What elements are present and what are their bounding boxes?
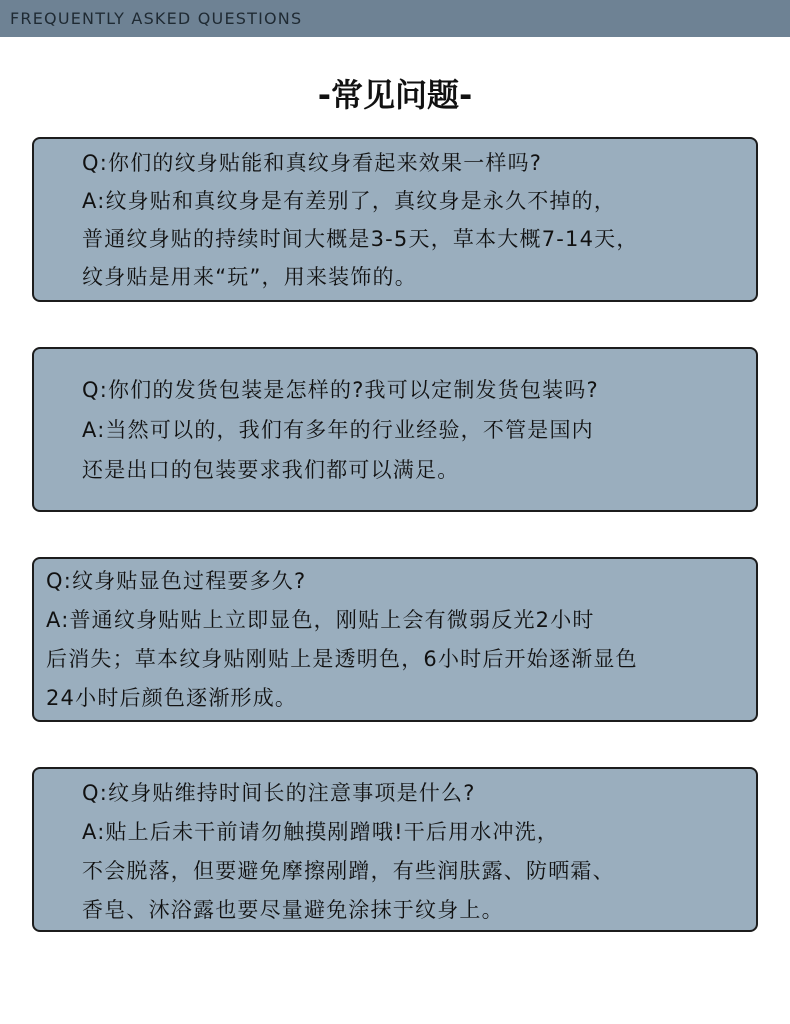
header-bar (0, 0, 790, 37)
faq-question: Q:你们的发货包装是怎样的?我可以定制发货包装吗? (82, 378, 599, 402)
faq-card-3 (32, 557, 758, 722)
faq-card-1 (32, 137, 758, 302)
faq-question: Q:你们的纹身贴能和真纹身看起来效果一样吗? (82, 151, 543, 175)
faq-card-4 (32, 767, 758, 932)
header-label: FREQUENTLY ASKED QUESTIONS (10, 9, 303, 28)
faq-answer-line: A:普通纹身贴贴上立即显色，刚贴上会有微弱反光2小时 (46, 608, 595, 632)
faq-question: Q:纹身贴维持时间长的注意事项是什么? (82, 781, 476, 805)
faq-answer-line: 还是出口的包装要求我们都可以满足。 (82, 458, 460, 482)
page-title: -常见问题- (317, 76, 473, 114)
faq-question: Q:纹身贴显色过程要多久? (46, 569, 307, 593)
faq-answer-line: A:贴上后未干前请勿触摸剐蹭哦!干后用水冲洗， (82, 820, 560, 844)
faq-answer-line: A:当然可以的，我们有多年的行业经验，不管是国内 (82, 418, 594, 442)
faq-answer-line: 纹身贴是用来“玩”，用来装饰的。 (82, 265, 417, 289)
faq-answer-line: 不会脱落，但要避免摩擦剐蹭，有些润肤露、防晒霜、 (82, 859, 615, 883)
faq-answer-line: 后消失；草本纹身贴刚贴上是透明色，6小时后开始逐渐显色 (46, 647, 638, 671)
faq-answer-line: A:纹身贴和真纹身是有差别了，真纹身是永久不掉的， (82, 189, 617, 213)
faq-card-2 (32, 347, 758, 512)
faq-answer-line: 24小时后颜色逐渐形成。 (46, 686, 298, 710)
faq-answer-line: 香皂、沐浴露也要尽量避免涂抹于纹身上。 (82, 898, 504, 922)
faq-answer-line: 普通纹身贴的持续时间大概是3-5天，草本大概7-14天， (82, 227, 639, 251)
